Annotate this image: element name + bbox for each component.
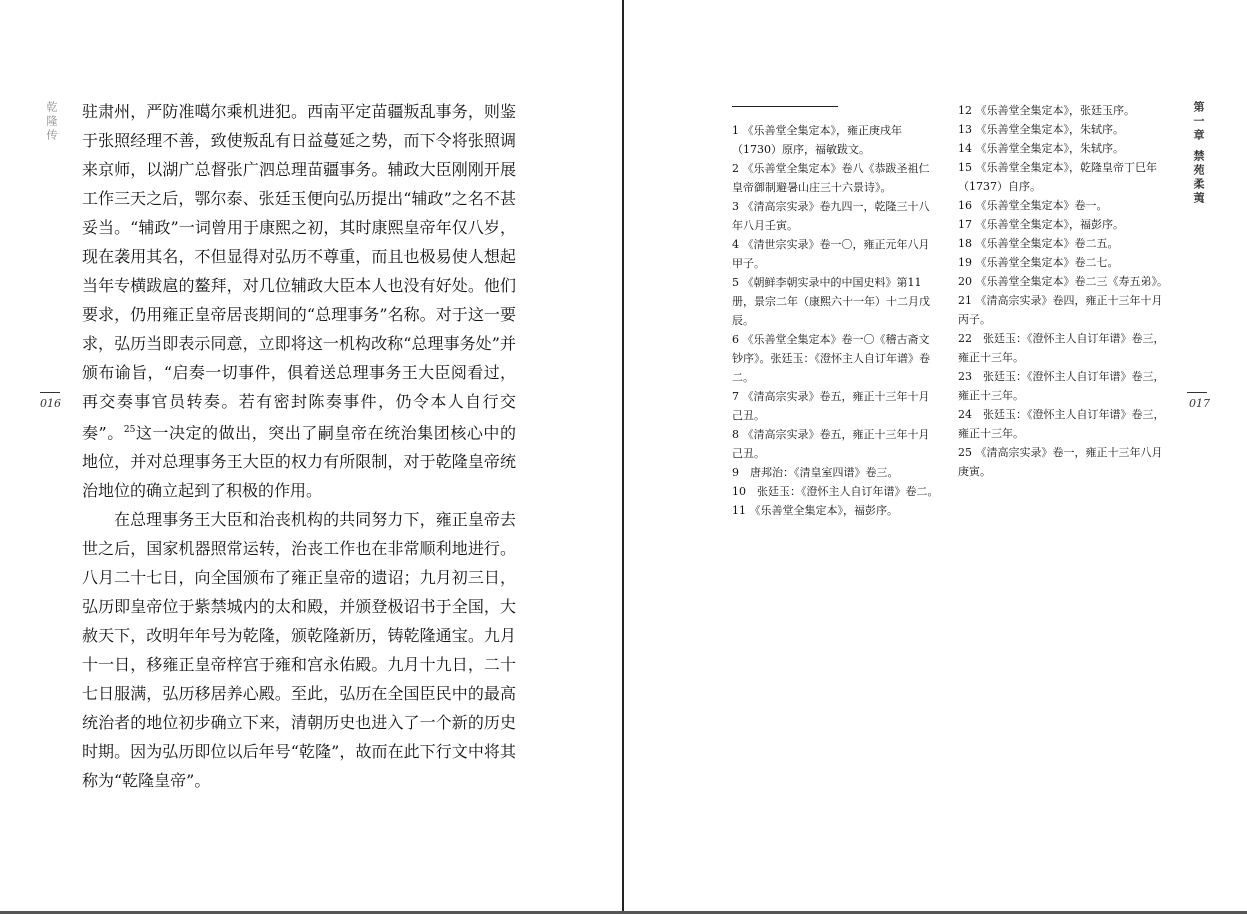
footnote: 10 张廷玉：《澄怀主人自订年谱》卷二。 <box>732 485 939 498</box>
footnote: 16 《乐善堂全集定本》卷一。 <box>958 199 1108 212</box>
folio-rule-right <box>1187 392 1207 393</box>
footnote: 5 《朝鲜李朝实录中的中国史料》第11册，景宗二年（康熙六十一年）十二月戊辰。 <box>732 276 930 327</box>
footnote: 12 《乐善堂全集定本》，张廷玉序。 <box>958 104 1135 117</box>
footnote: 2 《乐善堂全集定本》卷八《恭跋圣祖仁皇帝御制避暑山庄三十六景诗》。 <box>732 162 930 194</box>
paragraph-1-tail: 这一决定的做出，突出了嗣皇帝在统治集团核心中的地位，并对总理事务王大臣的权力有所限制，对于乾隆皇帝统治地位的确立起到了积极的作用。 <box>82 423 516 501</box>
footnote: 17 《乐善堂全集定本》，福彭序。 <box>958 218 1124 231</box>
footnote: 15 《乐善堂全集定本》，乾隆皇帝丁巳年（1737）自序。 <box>958 161 1157 193</box>
folio-rule-left <box>40 392 60 393</box>
paragraph-1-text: 驻肃州，严防准噶尔乘机进犯。西南平定苗疆叛乱事务，则鉴于张照经理不善，致使叛乱有日益蔓延之势，而下令将张照调来京师，以湖广总督张广泗总理苗疆事务。辅政大臣刚刚开展工作三天之后，鄂尔泰、张廷玉便向弘历提出“辅政”之名不甚妥当。“辅政”一词曾用于康熙之初，其时康熙皇帝年仅八岁，现在袭用其名，不但显得对弘历不尊重，而且也极易使人想起当年专横跋扈的鳌拜，对几位辅政大臣本人也没有好处。他们要求，仍用雍正皇帝居丧期间的“总理事务”名称。对于这一要求，弘历当即表示同意，立即将这一机构改称“总理事务处”并颁布谕旨，“启奏一切事件，俱着送总理事务王大臣阅看过，再交奏事官员转奏。若有密封陈奏事件，仍令本人自行交奏”。 <box>82 102 516 443</box>
footnote: 13 《乐善堂全集定本》，朱轼序。 <box>958 123 1124 136</box>
footnote: 11 《乐善堂全集定本》，福彭序。 <box>732 504 898 517</box>
paragraph-1 <box>82 97 516 505</box>
footnote: 1 《乐善堂全集定本》，雍正庚戌年（1730）原序，福敏跋文。 <box>732 124 902 156</box>
paragraph-2: 在总理事务王大臣和治丧机构的共同努力下，雍正皇帝去世之后，国家机器照常运转，治丧工作也在非常顺利地进行。八月二十七日，向全国颁布了雍正皇帝的遗诏；九月初三日，弘历即皇帝位于紫禁城内的太和殿，并颁登极诏书于全国，大赦天下，改明年年号为乾隆，颁乾隆新历，铸乾隆通宝。九月十一日，移雍正皇帝梓宫于雍和宫永佑殿。九月十九日，二十七日服满，弘历移居养心殿。至此，弘历在全国臣民中的最高统治者的地位初步确立下来，清朝历史也进入了一个新的历史时期。因为弘历即位以后年号“乾隆”，故而在此下行文中将其称为“乾隆皇帝”。 <box>82 510 516 791</box>
footnote: 7 《清高宗实录》卷五，雍正十三年十月己丑。 <box>732 390 930 422</box>
footnotes-column-2 <box>958 101 1168 481</box>
left-page <box>0 0 624 912</box>
footnote: 8 《清高宗实录》卷五，雍正十三年十月己丑。 <box>732 428 930 460</box>
footnote-rule <box>732 106 838 107</box>
footnote: 18 《乐善堂全集定本》卷二五。 <box>958 237 1119 250</box>
running-head-right: 第一章 禁苑柔荑 <box>1192 101 1205 206</box>
footnote: 25 《清高宗实录》卷一，雍正十三年八月庚寅。 <box>958 446 1163 478</box>
footnote: 4 《清世宗实录》卷一〇，雍正元年八月甲子。 <box>732 238 930 270</box>
footnote: 21 《清高宗实录》卷四，雍正十三年十月丙子。 <box>958 294 1163 326</box>
page-number-right: 017 <box>1189 397 1210 410</box>
footnote: 3 《清高宗实录》卷九四一，乾隆三十八年八月壬寅。 <box>732 200 930 232</box>
footnote: 14 《乐善堂全集定本》，朱轼序。 <box>958 142 1124 155</box>
footnote: 20 《乐善堂全集定本》卷二三《寿五弟》。 <box>958 275 1168 288</box>
running-head-left: 乾隆传 <box>45 101 58 143</box>
footnote: 24 张廷玉：《澄怀主人自订年谱》卷三，雍正十三年。 <box>958 408 1165 440</box>
footnote: 23 张廷玉：《澄怀主人自订年谱》卷三，雍正十三年。 <box>958 370 1165 402</box>
footnote: 6 《乐善堂全集定本》卷一〇《稽古斋文钞序》。张廷玉：《澄怀主人自订年谱》卷二。 <box>732 333 930 384</box>
body-text <box>82 97 516 795</box>
footnote-ref-25: 25 <box>123 425 136 435</box>
page-number-left: 016 <box>40 397 61 410</box>
footnote: 19 《乐善堂全集定本》卷二七。 <box>958 256 1119 269</box>
footnote: 22 张廷玉：《澄怀主人自订年谱》卷三，雍正十三年。 <box>958 332 1165 364</box>
footnotes-column-1 <box>732 121 940 520</box>
footnote: 9 唐邦治：《清皇室四谱》卷三。 <box>732 466 899 479</box>
